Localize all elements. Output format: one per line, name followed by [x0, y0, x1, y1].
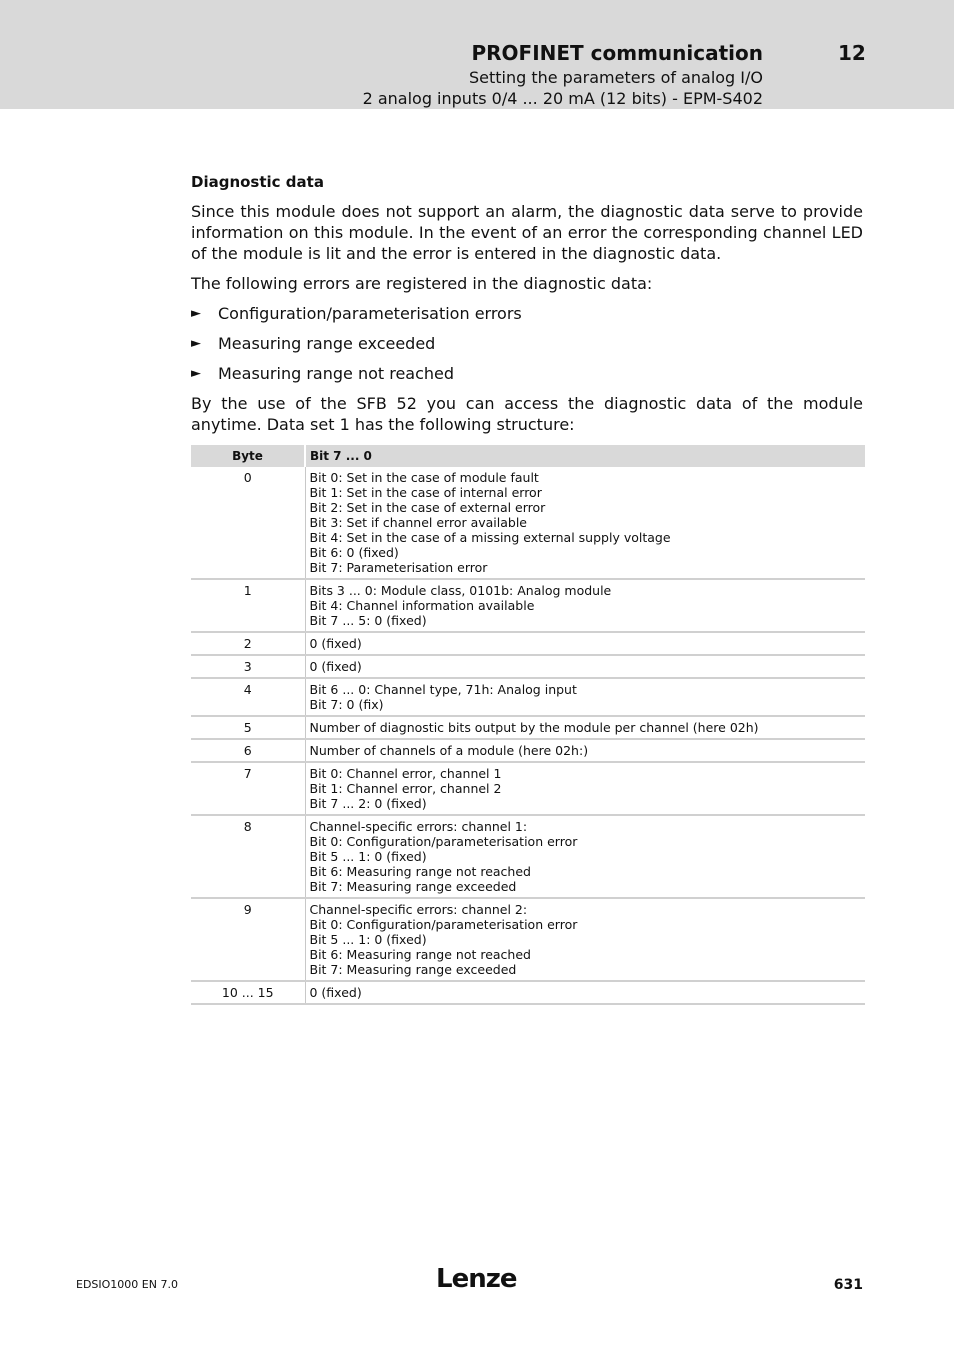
section-heading: Diagnostic data [191, 173, 324, 191]
byte-cell: 6 [191, 739, 305, 762]
bits-cell [305, 467, 865, 579]
bit-description: Bit 6: 0 (fixed) [309, 545, 399, 560]
list-item-text: Measuring range not reached [218, 364, 455, 383]
bit-description: Bit 7: Measuring range exceeded [309, 962, 517, 977]
bit-description: Bit 5 ... 1: 0 (fixed) [309, 849, 427, 864]
byte-cell: 9 [191, 898, 305, 981]
error-list [191, 303, 863, 384]
errors-intro: The following errors are registered in the diagnostic data: [191, 274, 653, 293]
page-number: 631 [833, 1277, 863, 1293]
table-header-row [191, 445, 865, 467]
table-row [191, 898, 865, 981]
bit-description: 0 (fixed) [309, 636, 362, 651]
bit-description: Bits 3 ... 0: Module class, 0101b: Analog module [309, 583, 612, 598]
byte-cell: 3 [191, 655, 305, 678]
table-row [191, 762, 865, 815]
byte-cell: 4 [191, 678, 305, 716]
bits-column-header: Bit 7 ... 0 [305, 445, 865, 467]
bits-cell [305, 678, 865, 716]
bit-description: Bit 4: Channel information available [309, 598, 535, 613]
bit-description: Bit 3: Set if channel error available [309, 515, 527, 530]
chapter-number: 12 [838, 41, 866, 65]
byte-cell: 2 [191, 632, 305, 655]
chapter-title: PROFINET communication [471, 41, 763, 65]
table-row [191, 678, 865, 716]
bit-description: Number of channels of a module (here 02h:) [309, 743, 589, 758]
bit-description: Bit 0: Channel error, channel 1 [309, 766, 502, 781]
bit-description: Bit 0: Configuration/parameterisation error [309, 917, 578, 932]
byte-cell: 7 [191, 762, 305, 815]
table-row [191, 815, 865, 898]
bullet-triangle-icon: ► [191, 306, 201, 321]
page-header [0, 0, 954, 109]
bit-description: Bit 6 ... 0: Channel type, 71h: Analog input [309, 682, 577, 697]
bit-description: 0 (fixed) [309, 985, 362, 1000]
section-title: Setting the parameters of analog I/O [468, 68, 763, 87]
byte-cell: 10 ... 15 [191, 981, 305, 1004]
table-row [191, 716, 865, 739]
table-row [191, 981, 865, 1004]
list-item-text: Configuration/parameterisation errors [218, 304, 522, 323]
document-id: EDSIO1000 EN 7.0 [76, 1278, 178, 1291]
bit-description: Bit 2: Set in the case of external error [309, 500, 546, 515]
bit-description: Bit 7: Measuring range exceeded [309, 879, 517, 894]
bit-description: Bit 7: 0 (fix) [309, 697, 384, 712]
byte-cell: 0 [191, 467, 305, 579]
main-content [191, 172, 863, 444]
list-item [191, 303, 863, 324]
bit-description: Bit 7 ... 5: 0 (fixed) [309, 613, 427, 628]
table-row [191, 467, 865, 579]
bit-description: Channel-specific errors: channel 2: [309, 902, 528, 917]
sfb-paragraph: By the use of the SFB 52 you can access the diagnostic data of the module anytime. Data set 1 has the following structure: [191, 394, 863, 434]
byte-cell: 5 [191, 716, 305, 739]
bit-description: Bit 7 ... 2: 0 (fixed) [309, 796, 427, 811]
bullet-triangle-icon: ► [191, 336, 201, 351]
byte-cell: 1 [191, 579, 305, 632]
bits-cell [305, 815, 865, 898]
bits-cell [305, 716, 865, 739]
bits-cell [305, 739, 865, 762]
bit-description: Bit 0: Set in the case of module fault [309, 470, 539, 485]
bits-cell [305, 981, 865, 1004]
byte-cell: 8 [191, 815, 305, 898]
bits-cell [305, 632, 865, 655]
bit-description: Bit 0: Configuration/parameterisation error [309, 834, 578, 849]
diagnostic-data-table [191, 445, 865, 1005]
bullet-triangle-icon: ► [191, 366, 201, 381]
intro-paragraph: Since this module does not support an alarm, the diagnostic data serve to provide information on this module. In the event of an error the corresponding channel LED of the module is lit and the error is entered in the diagnostic data. [191, 202, 863, 263]
table-row [191, 655, 865, 678]
bits-cell [305, 898, 865, 981]
bit-description: Bit 5 ... 1: 0 (fixed) [309, 932, 427, 947]
bit-description: Channel-specific errors: channel 1: [309, 819, 528, 834]
bit-description: Bit 1: Set in the case of internal error [309, 485, 542, 500]
table-row [191, 579, 865, 632]
bits-cell [305, 655, 865, 678]
table-row [191, 739, 865, 762]
bits-cell [305, 762, 865, 815]
table-row [191, 632, 865, 655]
bit-description: 0 (fixed) [309, 659, 362, 674]
lenze-logo: Lenze [436, 1264, 517, 1294]
list-item-text: Measuring range exceeded [218, 334, 436, 353]
bit-description: Bit 6: Measuring range not reached [309, 864, 531, 879]
bit-description: Bit 1: Channel error, channel 2 [309, 781, 502, 796]
bit-description: Bit 4: Set in the case of a missing external supply voltage [309, 530, 671, 545]
bit-description: Number of diagnostic bits output by the module per channel (here 02h) [309, 720, 759, 735]
list-item [191, 363, 863, 384]
bit-description: Bit 7: Parameterisation error [309, 560, 488, 575]
subsection-title: 2 analog inputs 0/4 ... 20 mA (12 bits) - EPM-S402 [362, 89, 763, 108]
byte-column-header: Byte [191, 445, 305, 467]
bit-description: Bit 6: Measuring range not reached [309, 947, 531, 962]
bits-cell [305, 579, 865, 632]
list-item [191, 333, 863, 354]
